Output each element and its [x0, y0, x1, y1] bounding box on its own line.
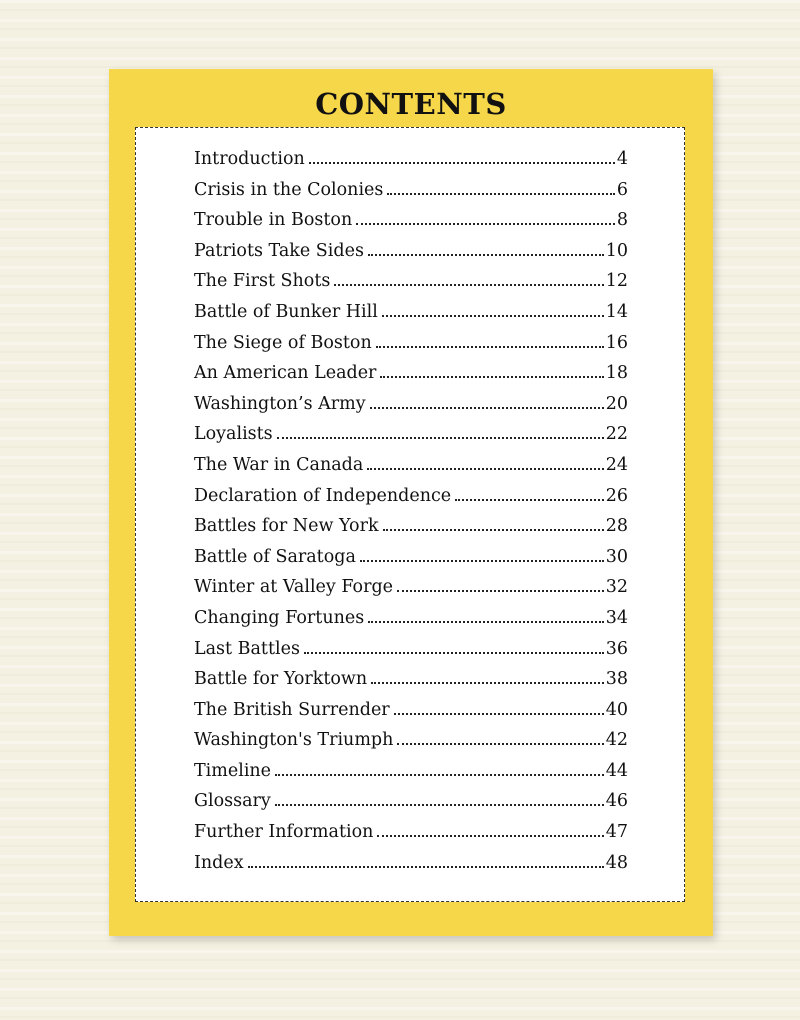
- contents-panel: [135, 127, 685, 902]
- toc-entry-page: 20: [605, 393, 628, 414]
- toc-entry[interactable]: [194, 241, 628, 272]
- toc-leader-dots: [377, 829, 603, 837]
- toc-leader-dots: [368, 248, 604, 256]
- toc-entry-page: 26: [605, 485, 628, 506]
- toc-entry-title: Battle for Yorktown: [194, 669, 368, 690]
- toc-entry-title: Further Information: [194, 822, 374, 843]
- toc-leader-dots: [394, 707, 604, 715]
- toc-entry[interactable]: [194, 608, 628, 639]
- toc-entry-title: Crisis in the Colonies: [194, 179, 384, 200]
- toc-entry-title: Last Battles: [194, 638, 300, 659]
- toc-leader-dots: [275, 768, 604, 776]
- toc-entry-page: 18: [605, 363, 628, 384]
- toc-leader-dots: [397, 584, 604, 592]
- toc-entry-title: Declaration of Independence: [194, 485, 452, 506]
- toc-entry-page: 34: [605, 607, 628, 628]
- toc-leader-dots: [371, 676, 604, 684]
- toc-leader-dots: [382, 309, 604, 317]
- toc-entry[interactable]: [194, 424, 628, 455]
- toc-entry[interactable]: [194, 333, 628, 364]
- toc-entry-title: Winter at Valley Forge: [194, 577, 394, 598]
- toc-leader-dots: [367, 462, 603, 470]
- contents-heading: CONTENTS: [315, 87, 507, 121]
- toc-leader-dots: [356, 217, 615, 225]
- toc-entry-title: The War in Canada: [194, 454, 364, 475]
- toc-entry-page: 42: [605, 730, 628, 751]
- toc-entry[interactable]: [194, 394, 628, 425]
- toc-leader-dots: [277, 431, 604, 439]
- toc-entry-title: Glossary: [194, 791, 271, 812]
- toc-entry-page: 12: [605, 271, 628, 292]
- toc-leader-dots: [376, 340, 604, 348]
- toc-entry-page: 44: [605, 760, 628, 781]
- toc-entry[interactable]: [194, 271, 628, 302]
- toc-entry-title: Index: [194, 852, 244, 873]
- toc-entry-page: 32: [605, 577, 628, 598]
- toc-entry-page: 6: [616, 179, 628, 200]
- toc-entry[interactable]: [194, 761, 628, 792]
- toc-entry-title: An American Leader: [194, 363, 377, 384]
- toc-leader-dots: [248, 860, 604, 868]
- toc-entry-page: 40: [605, 699, 628, 720]
- toc-entry[interactable]: [194, 577, 628, 608]
- toc-entry-title: Patriots Take Sides: [194, 240, 364, 261]
- toc-entry[interactable]: [194, 853, 628, 884]
- toc-entry[interactable]: [194, 700, 628, 731]
- toc-entry-page: 16: [605, 332, 628, 353]
- toc-entry[interactable]: [194, 302, 628, 333]
- toc-entry-page: 8: [616, 210, 628, 231]
- toc-entry-title: Washington's Triumph: [194, 730, 394, 751]
- toc-entry-title: Battle of Bunker Hill: [194, 301, 378, 322]
- toc-entry[interactable]: [194, 149, 628, 180]
- toc-leader-dots: [455, 493, 604, 501]
- toc-entry-page: 36: [605, 638, 628, 659]
- toc-entry-page: 47: [605, 822, 628, 843]
- toc-entry-page: 30: [605, 546, 628, 567]
- toc-entry-title: The British Surrender: [194, 699, 390, 720]
- toc-entry-title: Trouble in Boston: [194, 210, 353, 231]
- toc-leader-dots: [397, 737, 603, 745]
- toc-entry[interactable]: [194, 180, 628, 211]
- toc-entry[interactable]: [194, 791, 628, 822]
- toc-entry-page: 24: [605, 454, 628, 475]
- toc-entry-page: 4: [616, 149, 628, 169]
- toc-entry-title: Battles for New York: [194, 516, 379, 537]
- toc-entry-title: Battle of Saratoga: [194, 546, 356, 567]
- toc-entry-title: Changing Fortunes: [194, 607, 365, 628]
- toc-entry-title: The Siege of Boston: [194, 332, 372, 353]
- toc-entry-page: 14: [605, 301, 628, 322]
- toc-entry-page: 22: [605, 424, 628, 445]
- toc-leader-dots: [334, 278, 603, 286]
- toc-leader-dots: [380, 370, 603, 378]
- toc-leader-dots: [368, 615, 604, 623]
- toc-entry-title: Washington’s Army: [194, 393, 366, 414]
- toc-entry[interactable]: [194, 822, 628, 853]
- toc-leader-dots: [370, 401, 604, 409]
- toc-leader-dots: [275, 798, 604, 806]
- toc-leader-dots: [304, 646, 604, 654]
- toc-entry-title: The First Shots: [194, 271, 331, 292]
- toc-leader-dots: [309, 156, 615, 164]
- toc-entry-page: 10: [605, 240, 628, 261]
- toc-entry-page: 46: [605, 791, 628, 812]
- toc-leader-dots: [360, 554, 604, 562]
- toc-entry[interactable]: [194, 210, 628, 241]
- toc-entry-title: Timeline: [194, 760, 272, 781]
- toc-leader-dots: [387, 187, 614, 195]
- toc-entry-title: Loyalists: [194, 424, 273, 445]
- toc-entry-page: 38: [605, 669, 628, 690]
- toc-leader-dots: [383, 523, 604, 531]
- toc-entry[interactable]: [194, 669, 628, 700]
- toc-entry[interactable]: [194, 547, 628, 578]
- toc-entry[interactable]: [194, 730, 628, 761]
- contents-card: [109, 69, 713, 936]
- toc-entry[interactable]: [194, 639, 628, 670]
- toc-entry-page: 28: [605, 516, 628, 537]
- toc-entry-page: 48: [605, 852, 628, 873]
- toc-entry[interactable]: [194, 363, 628, 394]
- toc-list: [194, 149, 628, 883]
- toc-entry[interactable]: [194, 516, 628, 547]
- toc-entry[interactable]: [194, 455, 628, 486]
- toc-entry[interactable]: [194, 486, 628, 517]
- toc-entry-title: Introduction: [194, 149, 305, 169]
